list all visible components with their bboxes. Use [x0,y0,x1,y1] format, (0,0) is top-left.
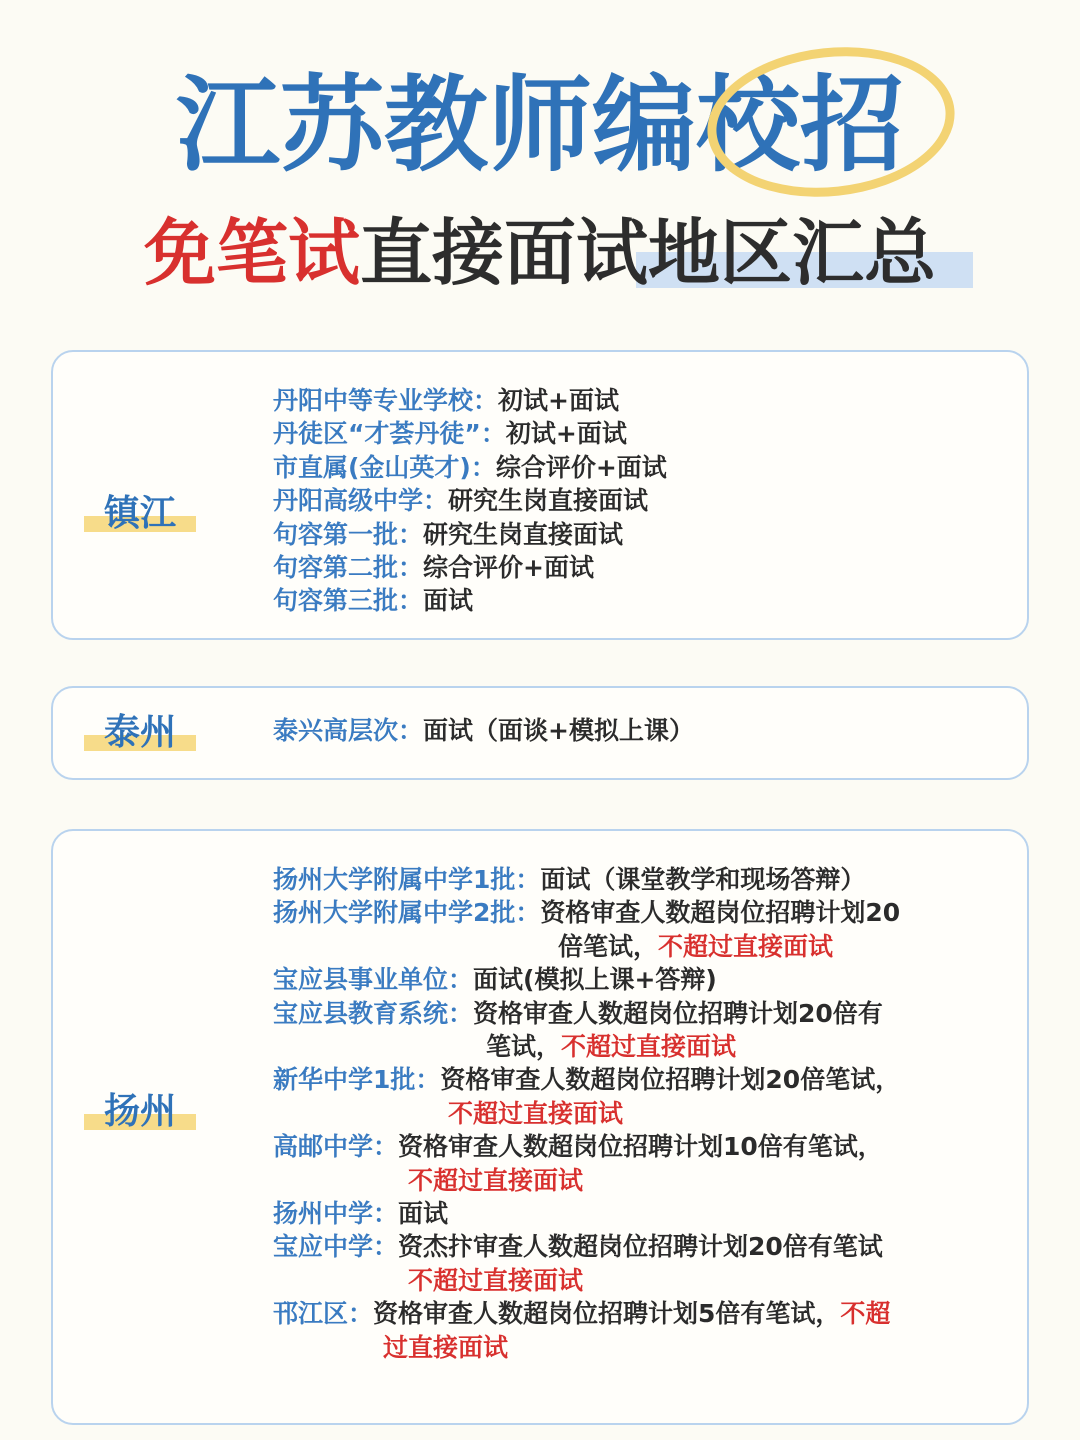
list-item-continuation: 不超过直接面试 [408,1265,584,1295]
list-item: 泰兴高层次：面试（面谈+模拟上课） [273,716,694,745]
list-item: 句容第一批：研究生岗直接面试 [273,519,624,549]
subtitle-dark: 直接面试地区汇总 [360,211,937,295]
list-item-continuation: 过直接面试 [383,1332,509,1362]
list-item: 丹阳高级中学：研究生岗直接面试 [273,486,649,516]
list-item: 扬州中学：面试 [273,1199,449,1229]
region-label-yangzhou: 扬州 [88,1090,192,1134]
list-item-continuation: 不超过直接面试 [448,1098,624,1128]
region-list-taizhou [273,714,963,747]
page-title-part-a: 江苏教师编 [175,64,696,186]
region-label-zhenjiang: 镇江 [88,492,192,536]
region-list-yangzhou [273,863,1003,1364]
subtitle-red: 免笔试 [143,211,360,295]
list-item-continuation: 笔试，不超过直接面试 [486,1032,737,1062]
region-label-taizhou: 泰州 [88,711,192,755]
list-item: 丹徒区“才荟丹徒”：初试+面试 [273,419,627,449]
region-list-zhenjiang [273,384,963,618]
list-item: 丹阳中等专业学校：初试+面试 [273,386,619,415]
list-item-continuation: 倍笔试，不超过直接面试 [558,931,834,961]
list-item: 市直属(金山英才)：综合评价+面试 [273,452,667,482]
list-item: 宝应县事业单位：面试(模拟上课+答辩) [273,965,717,995]
list-item: 邗江区：资格审查人数超岗位招聘计划5倍有笔试，不超 [273,1299,891,1329]
page-subtitle [0,205,1080,301]
list-item: 句容第三批：面试 [273,586,474,616]
list-item: 扬州大学附属中学1批：面试（课堂教学和现场答辩） [273,865,866,894]
list-item: 宝应县教育系统：资格审查人数超岗位招聘计划20倍有 [273,998,883,1028]
page-title-part-b: 校招 [696,64,905,186]
list-item: 宝应中学：资杰抃审查人数超岗位招聘计划20倍有笔试 [273,1232,883,1262]
list-item: 句容第二批：综合评价+面试 [273,553,594,583]
list-item: 高邮中学：资格审查人数超岗位招聘计划10倍有笔试， [273,1132,883,1162]
list-item-continuation: 不超过直接面试 [408,1165,584,1195]
list-item: 扬州大学附属中学2批：资格审查人数超岗位招聘计划20 [273,898,901,928]
list-item: 新华中学1批：资格审查人数超岗位招聘计划20倍笔试， [273,1065,901,1095]
